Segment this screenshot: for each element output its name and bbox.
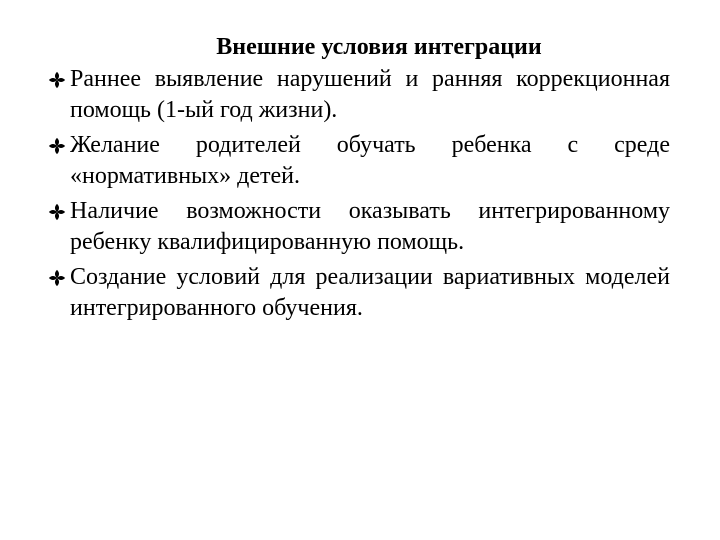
diamond-clover-bullet-icon [48, 269, 66, 287]
slide-title: Внешние условия интеграции [216, 34, 542, 60]
bullet-list [48, 64, 670, 324]
list-item-text: Раннее выявление нарушений и ранняя коррекционная помощь (1-ый год жизни). [70, 66, 670, 123]
list-item-text: Наличие возможности оказывать интегрированному ребенку квалифицированную помощь. [70, 198, 670, 255]
list-item [48, 64, 670, 126]
list-item-text: Желание родителей обучать ребенка с среде «нормативных» детей. [70, 132, 670, 189]
list-item [48, 130, 670, 192]
diamond-clover-bullet-icon [48, 203, 66, 221]
list-item-text: Создание условий для реализации вариативных моделей интегрированного обучения. [70, 264, 670, 321]
diamond-clover-bullet-icon [48, 71, 66, 89]
list-item [48, 196, 670, 258]
list-item [48, 262, 670, 324]
diamond-clover-bullet-icon [48, 137, 66, 155]
